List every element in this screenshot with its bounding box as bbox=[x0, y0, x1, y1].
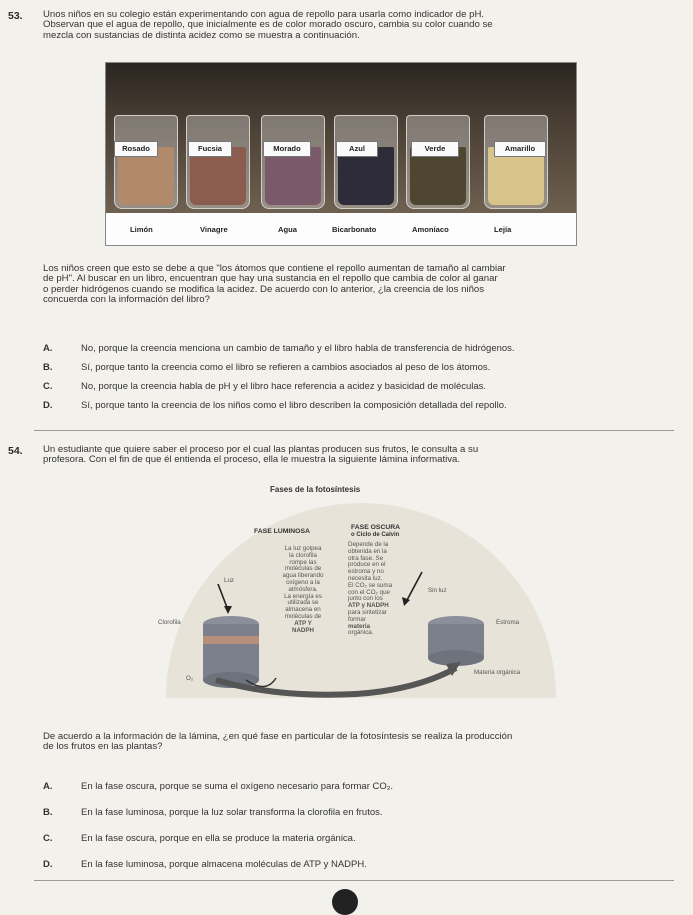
body-line: De acuerdo a la información de la lámina, ¿en qué fase en particular de la fotosíntesis se realiza la producción bbox=[43, 731, 513, 742]
dark-phase-text bbox=[348, 542, 410, 637]
dark-text-line: formar bbox=[348, 615, 366, 623]
color-label-morado: Morado bbox=[263, 141, 311, 157]
dark-text-line: estroma y no bbox=[348, 568, 384, 576]
stem-line: Observan que el agua de repollo, que inicialmente es de color morado oscuro, cambia su color cuando se bbox=[43, 19, 493, 31]
dark-text-line: ATP y NADPH bbox=[348, 602, 389, 610]
body-line: o perder hidrógenos cuando se modifica la acidez. De acuerdo con lo anterior, ¿la creencia de los niños bbox=[43, 283, 485, 295]
glass-1 bbox=[114, 115, 178, 209]
light-text-line: utilizada se bbox=[287, 599, 319, 607]
label-sin-luz: Sin luz bbox=[428, 587, 447, 594]
chloroplast-band bbox=[203, 636, 259, 644]
body-line: Los niños creen que esto se debe a que "los átomos que contiene el repollo aumentan de tamaño al cambiar bbox=[43, 263, 506, 274]
dark-text-line: Depende de la bbox=[348, 541, 389, 548]
light-text-line: la clorofila bbox=[289, 551, 317, 559]
photosynthesis-diagram bbox=[156, 498, 561, 704]
option-letter: C. bbox=[43, 833, 53, 844]
light-phase-text bbox=[268, 546, 338, 634]
dark-text-line: produce en el bbox=[348, 561, 386, 569]
label-estroma: Estroma bbox=[496, 619, 520, 626]
glass-5 bbox=[406, 115, 470, 209]
chloroplast-body bbox=[203, 624, 259, 680]
dark-text-line: junto con los bbox=[348, 595, 383, 603]
option-letter: B. bbox=[43, 807, 53, 818]
question-53-body bbox=[43, 264, 683, 306]
phase-dark-subheading: o Ciclo de Calvin bbox=[351, 532, 400, 538]
diagram-title: Fases de la fotosíntesis bbox=[270, 485, 361, 494]
light-text-line: agua liberando bbox=[282, 572, 324, 580]
option-text: En la fase oscura, porque en ella se produce la materia orgánica. bbox=[81, 833, 356, 844]
glass-3 bbox=[261, 115, 325, 209]
option-letter: C. bbox=[43, 381, 53, 392]
label-luz: Luz bbox=[224, 577, 234, 584]
section-divider bbox=[34, 430, 674, 431]
stem-line: profesora. Con el fin de que él entienda el proceso, ella le muestra la siguiente lámina informativa. bbox=[43, 454, 461, 466]
light-text-line: La luz golpea bbox=[284, 545, 322, 552]
body-line: concuerda con la información del libro? bbox=[43, 294, 210, 306]
label-o2: O₂ bbox=[186, 675, 194, 682]
color-label-fucsia: Fucsia bbox=[188, 141, 232, 157]
light-text-line: oxígeno a la bbox=[286, 578, 320, 586]
question-53-stem bbox=[43, 10, 683, 41]
dark-text-line: orgánica. bbox=[348, 629, 374, 637]
dark-text-line: con el CO₂ que bbox=[348, 588, 390, 596]
option-letter: A. bbox=[43, 343, 53, 354]
option-text: Sí, porque tanto la creencia de los niños como el libro describen la composición detallada del repollo. bbox=[81, 400, 507, 411]
option-letter: A. bbox=[43, 781, 53, 792]
page-marker-circle bbox=[332, 889, 358, 915]
option-text: En la fase luminosa, porque almacena moléculas de ATP y NADPH. bbox=[81, 859, 367, 870]
option-text: Sí, porque tanto la creencia como el libro se refieren a cambios asociados al peso de los átomos. bbox=[81, 362, 491, 373]
stem-line: mezcla con sustancias de distinta acidez como se muestra a continuación. bbox=[43, 29, 360, 41]
option-letter: B. bbox=[43, 362, 53, 373]
stem-line: Un estudiante que quiere saber el proceso por el cual las plantas producen sus frutos, le consulta a su bbox=[43, 444, 479, 455]
dark-text-line: obtenida en la bbox=[348, 547, 387, 555]
cabbage-indicator-photo bbox=[105, 62, 577, 246]
light-text-line: La energía es bbox=[284, 592, 322, 600]
question-54-number: 54. bbox=[8, 445, 23, 457]
light-text-line: ATP Y bbox=[294, 619, 312, 627]
option-letter: D. bbox=[43, 400, 53, 411]
question-54-body bbox=[43, 732, 683, 753]
footer-divider bbox=[34, 880, 674, 881]
light-text-line: NADPH bbox=[291, 626, 314, 634]
option-text: En la fase luminosa, porque la luz solar transforma la clorofila en frutos. bbox=[81, 807, 383, 818]
light-text-line: moléculas de bbox=[284, 612, 322, 620]
light-text-line: rompe las bbox=[289, 558, 317, 566]
glass-6 bbox=[484, 115, 548, 209]
body-line: de los frutos en las plantas? bbox=[43, 741, 163, 753]
glass-2 bbox=[186, 115, 250, 209]
dark-text-line: necesita luz. bbox=[348, 574, 383, 582]
option-text: No, porque la creencia menciona un cambio de tamaño y el libro habla de transferencia de hidrógenos. bbox=[81, 343, 515, 354]
substance-label-agua: Agua bbox=[278, 225, 297, 234]
light-text-line: almacena en bbox=[285, 606, 321, 614]
substance-label-vinagre: Vinagre bbox=[200, 225, 228, 234]
substance-label-lejia: Lejía bbox=[494, 225, 512, 234]
color-label-azul: Azul bbox=[336, 141, 378, 157]
substance-label-limon: Limón bbox=[130, 225, 153, 234]
light-text-line: moléculas de bbox=[284, 565, 322, 573]
option-text: No, porque la creencia habla de pH y el libro hace referencia a acidez y basicidad de moléculas. bbox=[81, 381, 487, 392]
light-text-line: atmósfera. bbox=[288, 585, 318, 593]
question-53-number: 53. bbox=[8, 10, 23, 22]
stem-line: Unos niños en su colegio están experimentando con agua de repollo para usarla como indicador de pH. bbox=[43, 9, 485, 20]
phase-dark-heading: FASE OSCURA bbox=[351, 524, 401, 531]
glass-4 bbox=[334, 115, 398, 209]
color-label-amarillo: Amarillo bbox=[494, 141, 546, 157]
phase-light-heading: FASE LUMINOSA bbox=[254, 528, 310, 535]
body-line: de pH". Al buscar en un libro, encuentran que hay una sustancia en el repollo que cambia de color al ganar bbox=[43, 273, 498, 285]
dark-text-line: para sintetizar bbox=[348, 608, 387, 616]
option-text: En la fase oscura, porque se suma el oxígeno necesario para formar CO₂. bbox=[81, 781, 394, 792]
color-label-rosado: Rosado bbox=[114, 141, 158, 157]
substance-label-bicarbonato: Bicarbonato bbox=[332, 225, 377, 234]
dark-text-line: El CO₂ se suma bbox=[348, 581, 393, 589]
question-54-stem bbox=[43, 445, 683, 466]
substance-label-amoniaco: Amoníaco bbox=[412, 225, 449, 234]
dark-text-line: materia bbox=[348, 622, 371, 630]
option-letter: D. bbox=[43, 859, 53, 870]
dark-text-line: otra fase. Se bbox=[348, 554, 384, 562]
color-label-verde: Verde bbox=[411, 141, 459, 157]
label-materia-organica: Materia orgánica bbox=[474, 669, 521, 676]
label-clorofila: Clorofila bbox=[158, 619, 181, 626]
